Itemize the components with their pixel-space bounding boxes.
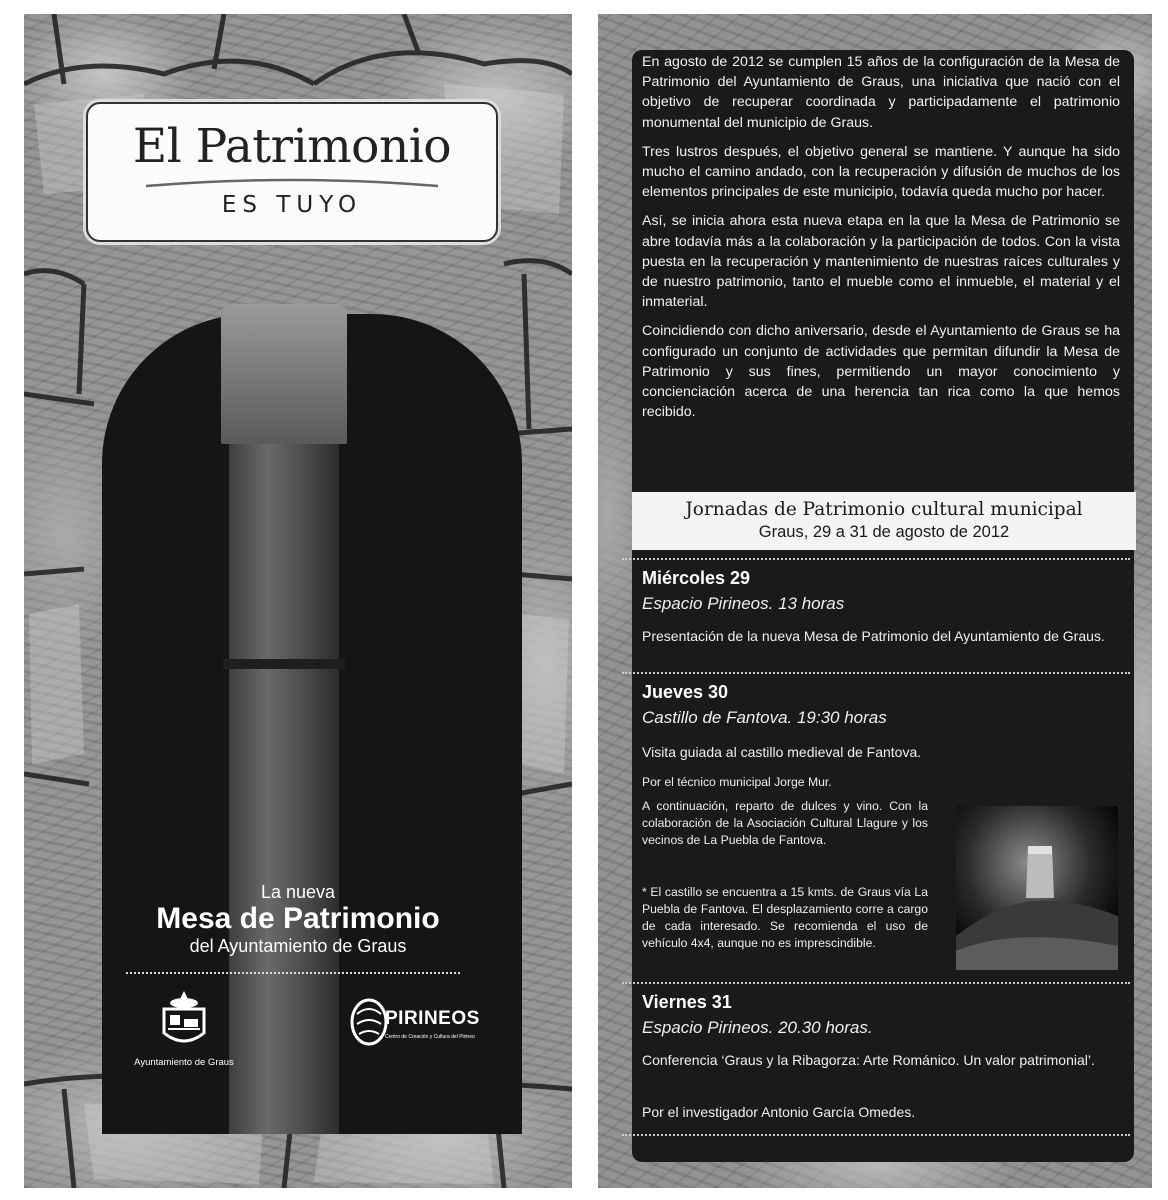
intro-text [642,52,1120,431]
jornadas-title: Jornadas de Patrimonio cultural municipal [685,499,1083,520]
pirineos-caption: Centro de Creación y Cultura del Pirineo [385,1034,475,1040]
castle-photo [956,806,1118,970]
mesa-heading [24,882,572,956]
ayuntamiento-logo [124,989,244,1068]
divider [126,972,460,974]
column-joint [223,659,345,669]
day-2-title: Jueves 30 [642,682,729,702]
intro-paragraph-4: Coincidiendo con dicho aniversario, desde el Ayuntamiento de Graus se ha configurado un conjunto de actividades que permitan difundir la Mesa de Patrimonio y sus fines, permitiendo un mayor conocimiento y concienciación acerca de una herencia tan rica como la que hemos recibido. [642,323,1120,421]
window-column [229,434,339,1134]
day-3-description: Conferencia ‘Graus y la Ribagorza: Arte Románico. Un valor patrimonial’. [642,1052,1095,1068]
day-3-place: Espacio Pirineos. 20.30 horas. [642,1018,873,1037]
day-3-title: Viernes 31 [642,992,732,1012]
page-subtitle: ES TUYO [221,192,363,218]
day-2-description: Visita guiada al castillo medieval de Fantova. [642,744,922,760]
separator [622,982,1130,984]
pirineos-wordmark: PIRINEOS [385,1008,480,1029]
day-2-guide: Por el técnico municipal Jorge Mur. [642,775,832,789]
day-1-place: Espacio Pirineos. 13 horas [642,594,845,613]
day-2-note: * El castillo se encuentra a 15 kmts. de Graus vía La Puebla de Fantova. El desplazamiento corre a cargo de cada interesado. Se recomienda el uso de vehículo 4x4, aunque no es imprescindible. [642,885,928,950]
column-capital [221,304,347,444]
pirineos-logo [349,994,480,1054]
day-1-title: Miércoles 29 [642,568,751,588]
mesa-line-3: del Ayuntamiento de Graus [189,936,407,956]
title-swoosh-decoration [142,176,442,190]
intro-paragraph-1: En agosto de 2012 se cumplen 15 años de la configuración de la Mesa de Patrimonio del Ayuntamiento de Graus, una iniciativa que nació con el objetivo de recuperar coordinada y participadamente el patrimonio monumental del municipio de Graus. [642,54,1120,131]
separator [622,558,1130,560]
back-cover [598,14,1152,1188]
jornadas-dates: Graus, 29 a 31 de agosto de 2012 [758,523,1010,541]
intro-paragraph-3: Así, se inicia ahora esta nueva etapa en la que la Mesa de Patrimonio se abre todavía más a la colaboración y la participación de todos. Con la vista puesta en la recuperación y mantenimiento de nuestras raíces culturales y de nuestro patrimonio, tanto el mueble como el inmueble, el material y el inmaterial. [642,213,1120,311]
title-box [86,102,498,242]
front-cover [24,14,572,1188]
mesa-line-2: Mesa de Patrimonio [156,902,440,935]
fossil-icon [349,994,389,1050]
mesa-line-1: La nueva [260,882,336,902]
separator [622,1134,1130,1136]
coat-of-arms-icon [154,989,214,1051]
day-2-place: Castillo de Fantova. 19:30 horas [642,708,887,727]
day-2-extra: A continuación, reparto de dulces y vino. Con la colaboración de la Asociación Cultural Llagure y los vecinos de La Puebla de Fantova. [642,799,928,847]
day-1-description: Presentación de la nueva Mesa de Patrimonio del Ayuntamiento de Graus. [642,628,1105,644]
intro-paragraph-2: Tres lustros después, el objetivo general se mantiene. Y aunque ha sido mucho el camino andado, con la recuperación y difusión de muchos de los elementos principales de este municipio, todavía queda mucho por hacer. [642,143,1120,201]
separator [622,672,1130,674]
day-3-speaker: Por el investigador Antonio García Omedes. [642,1104,916,1120]
castle-tower-image [956,806,1118,970]
ayuntamiento-caption: Ayuntamiento de Graus [134,1057,234,1068]
jornadas-banner [632,492,1136,550]
page-title: El Patrimonio [132,119,452,174]
